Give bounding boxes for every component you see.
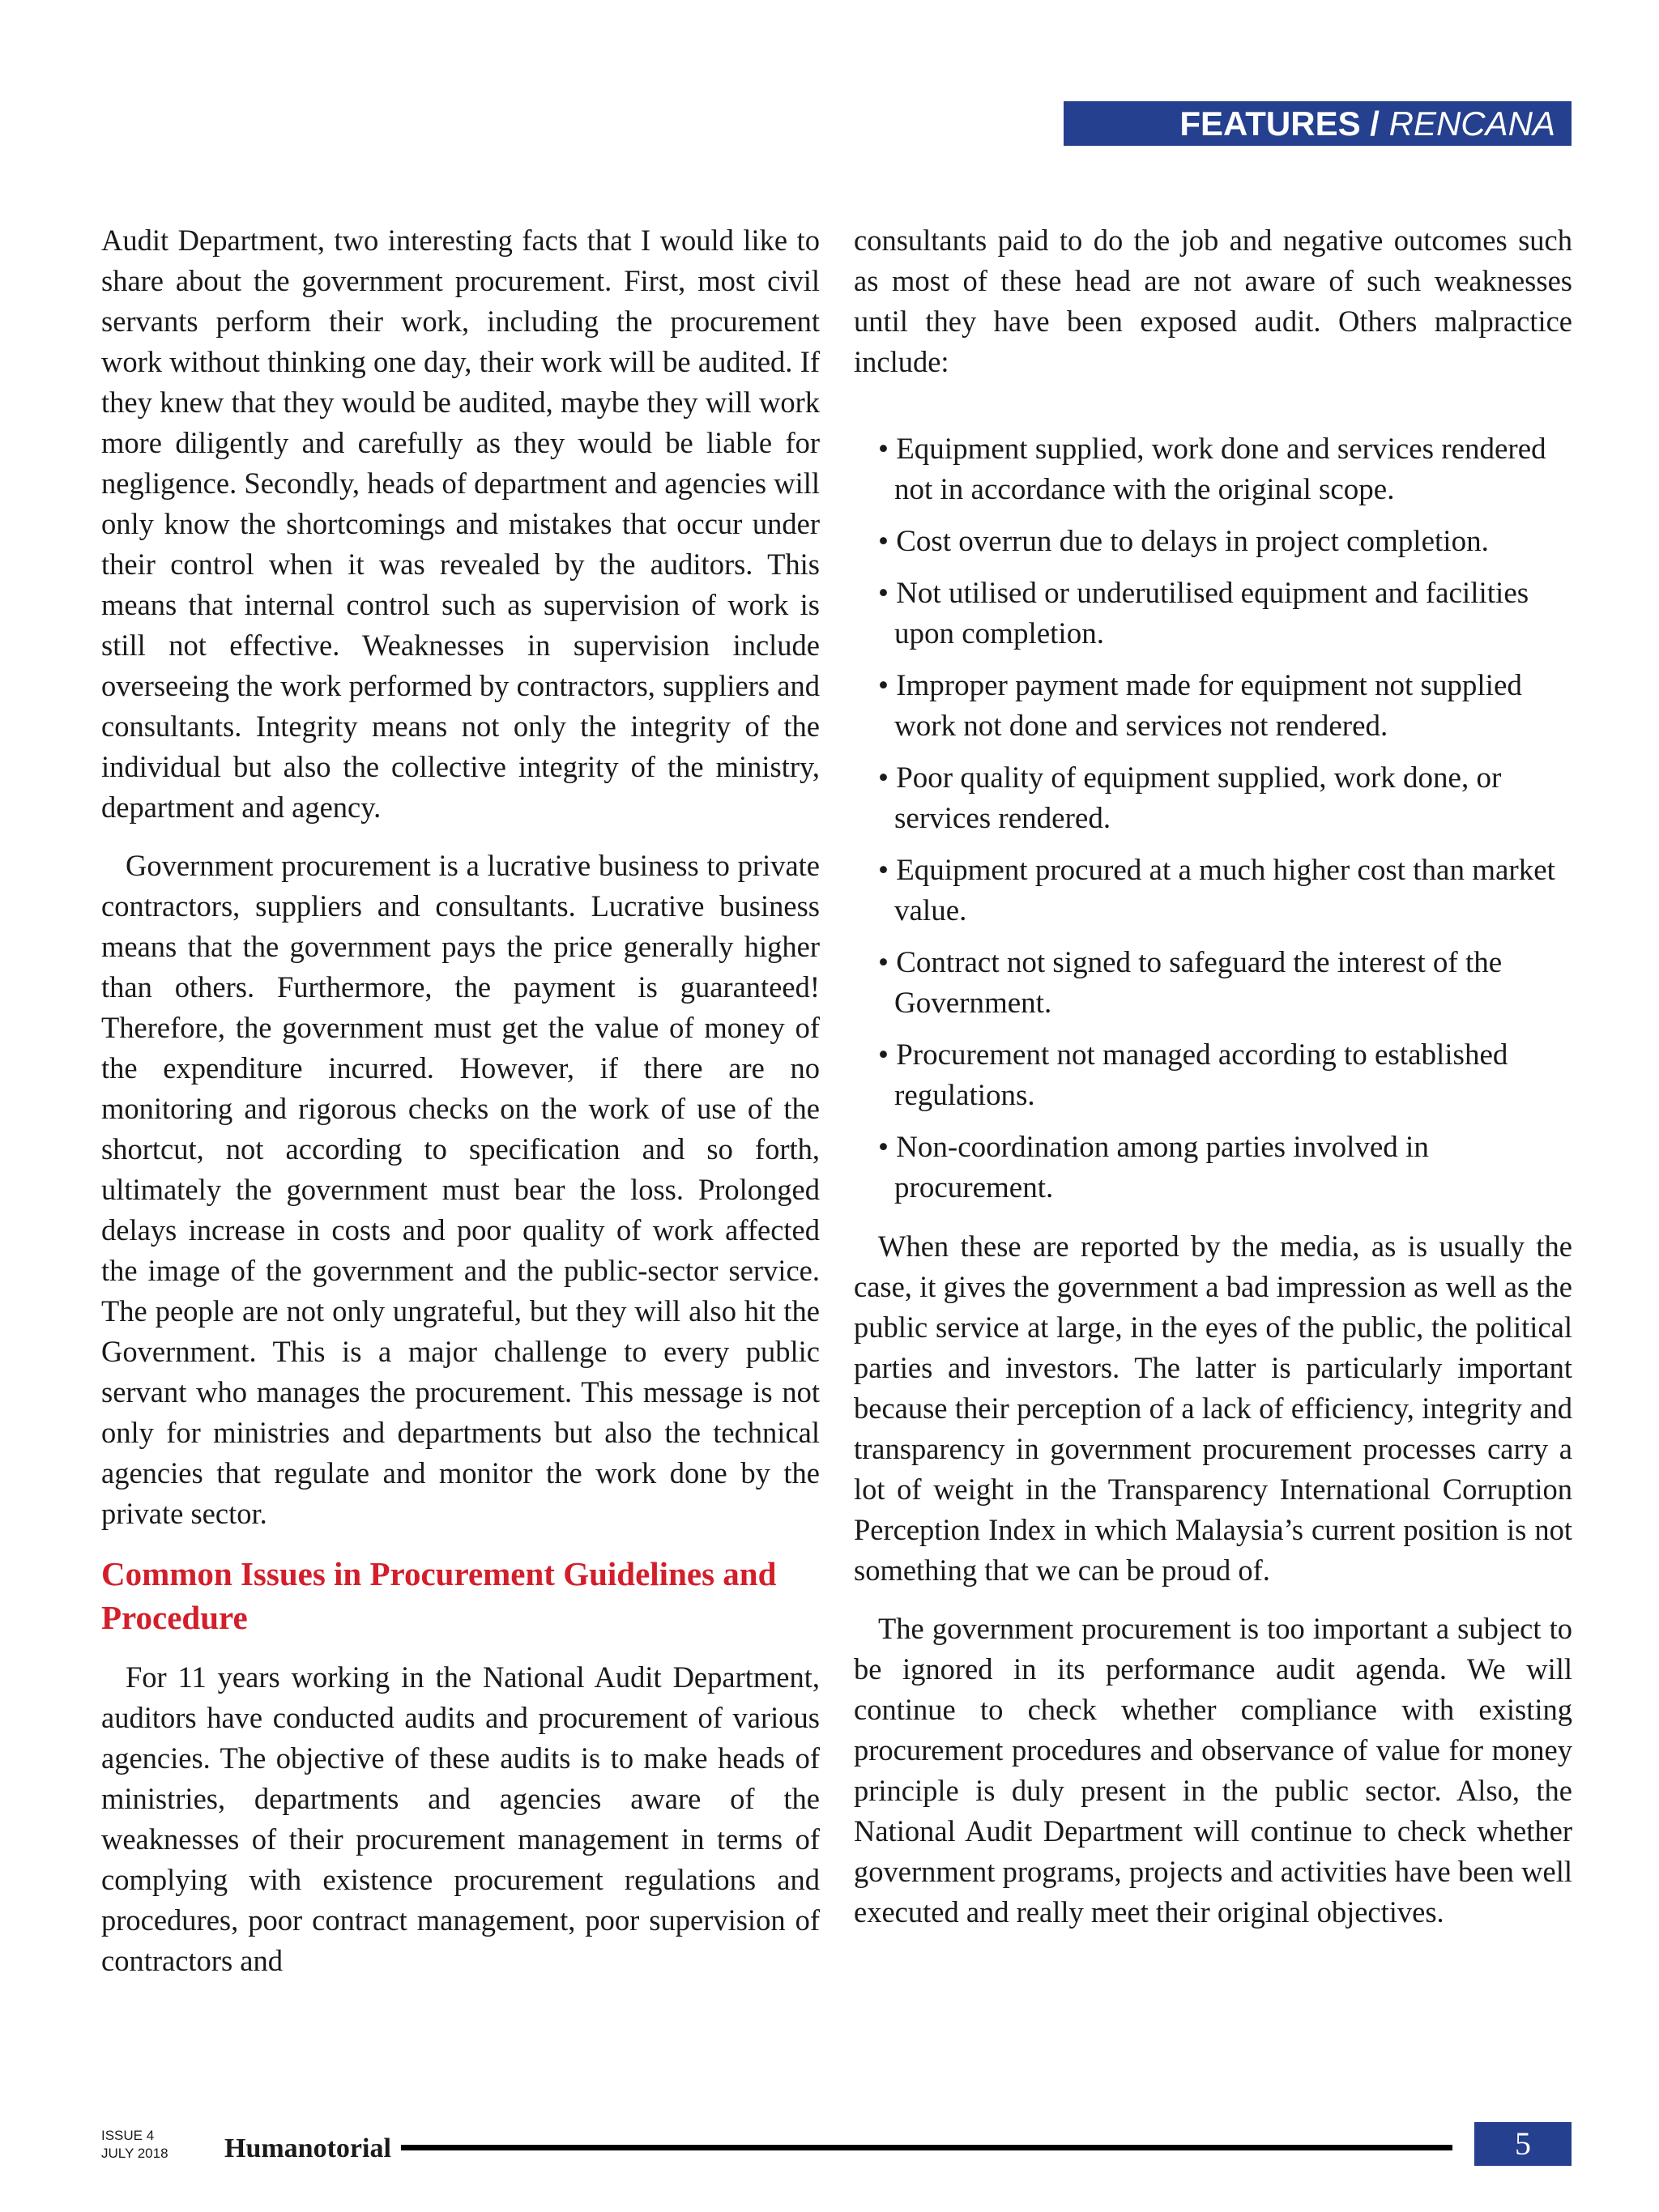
section-title-alt: RENCANA xyxy=(1388,104,1555,143)
right-column xyxy=(854,220,1572,1950)
list-item: • Non-coordination among parties involved in procurement. xyxy=(878,1131,1429,1204)
footer-divider xyxy=(401,2145,1452,2150)
list-item: • Procurement not managed according to established regulations. xyxy=(878,1038,1508,1112)
list-item: • Equipment procured at a much higher cost than market value. xyxy=(878,854,1555,927)
list-item: • Improper payment made for equipment not supplied work not done and services not rendered. xyxy=(878,669,1522,743)
paragraph: For 11 years working in the National Audit Department, auditors have conducted audits and procurement of various agencies. The objective of these audits is to make heads of ministries, departments and agencies aware of the weaknesses of their procurement management in terms of complying with existence procurement regulations and procedures, poor contract management, poor supervision of contractors and xyxy=(101,1660,820,1977)
paragraph: consultants paid to do the job and negative outcomes such as most of these head are not aware of such weaknesses until they have been exposed audit. Others malpractice include: xyxy=(854,224,1572,378)
page-number: 5 xyxy=(1474,2122,1572,2166)
paragraph: Audit Department, two interesting facts that I would like to share about the government procurement. First, most civil servants perform their work, including the procurement work without thinking one day, their work will be audited. If they knew that they would be audited, maybe they will work more diligently and carefully as they would be liable for negligence. Secondly, heads of department and agencies will only know the shortcomings and mistakes that occur under their control when it was revealed by the auditors. This means that internal control such as supervision of work is still not effective. Weaknesses in supervision include overseeing the work performed by contractors, suppliers and consultants. Integrity means not only the integrity of the individual but also the collective integrity of the ministry, department and agency. xyxy=(101,224,820,824)
issue-info xyxy=(101,2127,168,2163)
publication-name: Humanotorial xyxy=(224,2133,391,2163)
list-item: • Not utilised or underutilised equipment and facilities upon completion. xyxy=(878,577,1529,650)
section-title: FEATURES xyxy=(1179,104,1361,143)
paragraph: Government procurement is a lucrative business to private contractors, suppliers and consultants. Lucrative business means that the government pays the price generally higher than others. Furthermore, the payment is guaranteed! Therefore, the government must get the value of money of the expenditure incurred. However, if there are no monitoring and rigorous checks on the work of use of the shortcut, not according to specification and so forth, ultimately the government must bear the loss. Prolonged delays increase in costs and poor quality of work affected the image of the government and the public-sector service. The people are not only ungrateful, but they will also hit the Government. This is a major challenge to every public servant who manages the procurement. This message is not only for ministries and departments but also the technical agencies that regulate and monitor the work done by the private sector. xyxy=(101,849,820,1530)
section-heading: Common Issues in Procurement Guidelines and Procedure xyxy=(101,1555,777,1636)
page-footer xyxy=(0,2122,1659,2171)
paragraph: When these are reported by the media, as is usually the case, it gives the government a bad impression as well as the public service at large, in the eyes of the public, the political parties and investors. The latter is particularly important because their perception of a lack of efficiency, integrity and transparency in government procurement processes carry a lot of weight in the Transparency International Corruption Perception Index in which Malaysia’s current position is not something that we can be proud of. xyxy=(854,1230,1572,1587)
list-item: • Cost overrun due to delays in project completion. xyxy=(878,525,1489,558)
section-banner xyxy=(1064,101,1572,146)
issue-date: JULY 2018 xyxy=(101,2146,168,2161)
list-item: • Poor quality of equipment supplied, work done, or services rendered. xyxy=(878,761,1502,835)
list-item: • Equipment supplied, work done and services rendered not in accordance with the original scope. xyxy=(878,433,1546,506)
section-separator: / xyxy=(1360,104,1389,143)
paragraph: The government procurement is too important a subject to be ignored in its performance audit agenda. We will continue to check whether compliance with existing procurement procedures and observance of value for money principle is duly present in the public sector. Also, the National Audit Department will continue to check whether government programs, projects and activities have been well executed and really meet their original objectives. xyxy=(854,1612,1572,1929)
list-item: • Contract not signed to safeguard the interest of the Government. xyxy=(878,946,1503,1020)
issue-number: ISSUE 4 xyxy=(101,2128,155,2143)
left-column xyxy=(101,220,820,1999)
malpractice-list xyxy=(854,429,1572,1208)
